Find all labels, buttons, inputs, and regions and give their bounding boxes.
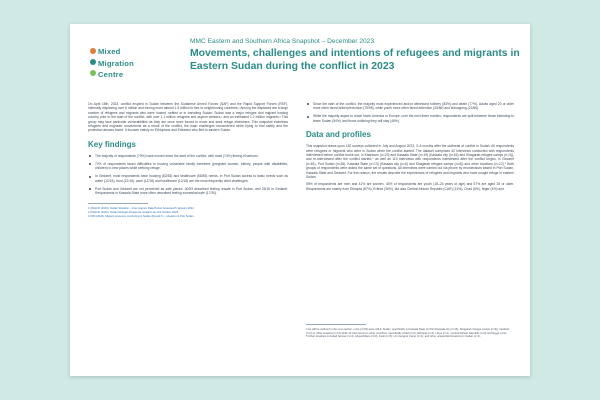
left-column	[88, 102, 288, 218]
report-eyebrow: MMC Eastern and Southern Africa Snapshot – December 2023	[190, 38, 374, 45]
right-footnotes	[306, 324, 514, 339]
key-findings-list	[88, 154, 288, 196]
report-title: Movements, challenges and intentions of refugees and migrants in Eastern Sudan during the conflict in 2023	[190, 48, 520, 72]
logo-dot-teal	[90, 59, 96, 65]
logo-line-3: Centre	[98, 70, 124, 79]
logo-line-2: Migration	[98, 58, 134, 68]
footnote-link[interactable]: 2 UNHCR (2023). Sudan Refugee Response situation as of 8 October 2023.	[88, 211, 179, 215]
data-paragraph: This snapshot draws upon 152 surveys collected in July and August 2023, 3–4 months after the outbreak of conflict in Sudan. All respondents were refugees or migrants who were in Sudan when the conflict started. The dataset comprises 42 interviews conducted with respondents interviewed before conflict broke out, in Khartoum (n=23) and Kassala State (n=19) (Kassala city (n=16) and Shagarab refugee camps (n=3)), and re-interviewed after the conflict started,⁴ as well as 110 interviews with respondents interviewed after the conflict began, in Gedaref (n=81), Port Sudan (n=26), Kassala State (n=13) (Kassala city (n=6) and Shagarab refugee camps (n=6)) and other locations (n=12).⁵ Both groups of respondents were asked the same set of questions. All interviews were carried out via phone by enumerators based in Port Sudan, Kassala State and Gedaref. For this reason, the results describe the experiences of refugees and migrants who have sought refuge in eastern Sudan.	[306, 144, 514, 180]
key-findings-heading: Key findings	[88, 139, 137, 149]
logo-line-1: Mixed	[98, 47, 121, 56]
footnote-link[interactable]: 3 IOM (2023). Migrant presence monitoring in Sudan (Round 1) – situation in Port Sudan.	[88, 214, 195, 218]
logo-dot-orange	[90, 48, 96, 54]
footnote-divider	[88, 203, 148, 204]
list-item: While the majority aspire to reach North America or Europe, over the next three months, respondents are split between those intending to leave Sudan (54%) and those outlining they will stay (46%).	[306, 114, 514, 123]
data-profiles-heading: Data and profiles	[306, 130, 371, 140]
footnote: 4 As will be outlined in the next section, most (n=33) were still in Sudan, specifically in Kassala State (n=19) (Kassala city (n=16), Shagarab refugee camps (n=3)), Gedaref (n=2) or other locations (n=3) while 12 had moved to other countries, specifically Chad (n=2), Ethiopia (n=4), Libya (n=1), Central African Republic (n=3) and Egypt (n=2).	[306, 328, 510, 335]
list-item: Port Sudan and Gedaref are not perceived as safe places. 40/83 described feeling unsafe in Port Sudan, and 25/16 in Gedaref. Respondents in Kassala State more often described feeling somewhat safe (17/30).	[88, 187, 288, 196]
list-item: In Gedaref, most respondents have housing (82/83) and healthcare (58/83) needs. In Port Sudan access to basic needs such as water (12/16), food (12/16), cash (12/16) and healthcare (12/16) are the most frequently cited challenges.	[88, 174, 288, 183]
logo-wordmark	[98, 46, 134, 81]
footnote: 5 Other locations included Sennar (n=4), Abyei/Atbara (n=3), Kosti (n=3), Um Gargour Camp (n=1), and other unspecified locations in Sudan (n=1).	[306, 335, 482, 339]
footnote-divider	[306, 324, 366, 325]
report-page	[70, 24, 530, 376]
list-item: Since the start of the conflict, the majority most experienced and/or witnessed robbery (83%) and death (77%). Adults aged 20 or older more often faced bribery/extortion (75/98), while youth more often faced detention (33/66) and kidnapping (22/66).	[306, 102, 514, 111]
report-header	[88, 34, 520, 96]
footnote-link[interactable]: 1 UNHCR (2023). Sudan Situation – Inter-Agency Data Portal. Accessed 5 January 2024.	[88, 207, 195, 211]
mixed-migration-centre-logo	[88, 46, 178, 82]
logo-dots-icon	[88, 46, 98, 82]
key-findings-list-continued	[306, 102, 514, 123]
list-item: 72% of respondents faced difficulties in moving vulnerable family members (pregnant women, elderly, people with disabilities, children) to new places while seeking refuge.	[88, 162, 288, 171]
profile-paragraph: 59% of respondents are men and 41% are women. 43% of respondents are youth (18–24 years of age) and 57% are aged 25 or older. Respondents are mainly from Ethiopia (57%), Eritrea (36%), but also Central African Republic (CAR) (14%), Chad (8%), Niger (4%) and	[306, 182, 514, 191]
right-column	[306, 102, 514, 194]
logo-dot-green	[90, 70, 96, 76]
list-item: The majority of respondents (79%) have moved since the start of the conflict, with most (74%) fleeing Khartoum.	[88, 154, 288, 158]
footnote[interactable]	[88, 215, 288, 219]
intro-paragraph: On April 15th, 2023, conflict erupted in Sudan between the Sudanese Armed Forces (SAF) and the Rapid Support Forces (RSF), internally displacing over 6 million and forcing more almost 1.5 million to flee to neighbouring countries.¹ Among the displaced are a large number of refugees and migrants who were hosted, settled or in transiting Sudan: Sudan was a major refugee and migrant hosting country prior to the start of the conflict, with over 1.1 million refugees and asylum seekers,² and an estimated 1.2 million migrants.³ This group may face particular vulnerabilities as they are once more forced to move and seek refuge elsewhere. This snapshot examines refugees and migrants' movements as a result of the conflict, the main challenges encountered while trying to find safety and the protection abuses faced. It focuses mainly on Ethiopians and Eritreans who fled to eastern Sudan.	[88, 102, 288, 133]
